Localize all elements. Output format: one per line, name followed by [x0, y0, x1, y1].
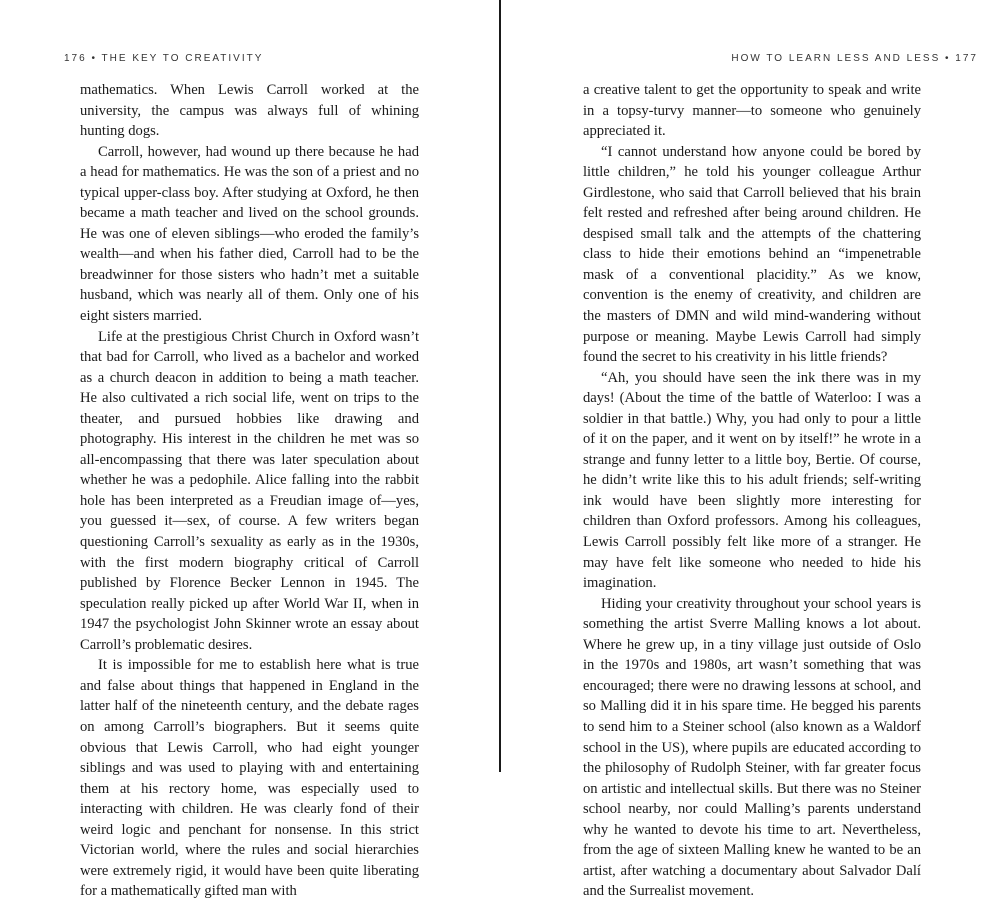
left-paragraph-2: Carroll, however, had wound up there because he had a head for mathematics. He was the son of a priest and no typical upper-class boy. After studying at Oxford, he then became a math teacher and lived on the school grounds. He was one of eleven siblings—who eroded the family’s wealth—and when his father died, Carroll had to be the breadwinner for those sisters who hadn’t met a suitable husband, which was nearly all of them. Only one of his eight sisters married.	[80, 143, 419, 325]
right-running-head: HOW TO LEARN LESS AND LESS • 177	[731, 53, 978, 64]
left-running-head: 176 • THE KEY TO CREATIVITY	[64, 53, 264, 64]
left-paragraph-1: mathematics. When Lewis Carroll worked at the university, the campus was always full of whining hunting dogs.	[80, 82, 419, 140]
right-text-block	[583, 80, 921, 902]
right-paragraph-3: “Ah, you should have seen the ink there was in my days! (About the time of the battle of Waterloo: I was a soldier in that battle.) Why, you had only to pour a little of it on the paper, and it went on by itself!” he wrote in a strange and funny letter to a little boy, Bertie. Of course, he didn’t write like this to his adult friends; self-writing ink would have been slightly more interesting for children than Oxford professors. Among his colleagues, Lewis Carroll possibly felt like more of a stranger. He may have felt like someone who needed to hide his imagination.	[583, 369, 921, 592]
left-paragraph-3: Life at the prestigious Christ Church in Oxford wasn’t that bad for Carroll, who lived as a bachelor and worked as a church deacon in addition to being a math teacher. He also cultivated a rich social life, went on trips to the theater, and pursued hobbies like drawing and photography. His interest in the children he met was so all-encompassing that there was later speculation about whether he was a pedophile. Alice falling into the rabbit hole has been interpreted as a Freudian image of—yes, you guessed it—sex, of course. A few writers began questioning Carroll’s sexuality as early as in the 1930s, with the first modern biography critical of Carroll published by Florence Becker Lennon in 1945. The speculation really picked up after World War II, when in 1947 the psychologist John Skinner wrote an essay about Carroll’s problematic desires.	[80, 328, 419, 653]
left-paragraph-4: It is impossible for me to establish here what is true and false about things that happened in England in the latter half of the nineteenth century, and the debate rages on among Carroll’s biographers. But it seems quite obvious that Lewis Carroll, who had eight younger siblings and was used to playing with and entertaining them at his rectory home, was especially used to interacting with children. He was clearly fond of their weird logic and penchant for nonsense. In this strict Victorian world, where the rules and social hierarchies were extremely rigid, it would have been quite liberating for a mathematically gifted man with	[80, 657, 419, 900]
left-text-block	[80, 80, 419, 902]
right-page	[501, 0, 1000, 900]
right-paragraph-4: Hiding your creativity throughout your school years is something the artist Sverre Malling knows a lot about. Where he grew up, in a tiny village just outside of Oslo in the 1970s and 1980s, art wasn’t something that was encouraged; there were no drawing lessons at school, and so Malling did it in his spare time. He begged his parents to send him to a Steiner school (also known as a Waldorf school in the US), where pupils are educated according to the philosophy of Rudolph Steiner, with far greater focus on artistic and intellectual skills. But there was no Steiner school nearby, nor could Malling’s parents understand why he wanted to devote his time to art. Nevertheless, from the age of sixteen Malling knew he wanted to be an artist, after watching a documentary about Salvador Dalí and the Surrealist movement.	[583, 595, 921, 900]
left-page	[0, 0, 499, 900]
right-paragraph-2: “I cannot understand how anyone could be bored by little children,” he told his younger colleague Arthur Girdlestone, who said that Carroll believed that his brain felt rested and refreshed after being around children. He despised small talk and the attempts of the chattering class to hide their emotions behind an “impenetrable mask of a conventional placidity.” As we know, convention is the enemy of creativity, and children are the masters of DMN and wild mind-wandering without purpose or meaning. Maybe Lewis Carroll had simply found the secret to his creativity in his little friends?	[583, 143, 921, 366]
right-paragraph-1: a creative talent to get the opportunity to speak and write in a topsy-turvy manner—to someone who genuinely appreciated it.	[583, 82, 921, 140]
